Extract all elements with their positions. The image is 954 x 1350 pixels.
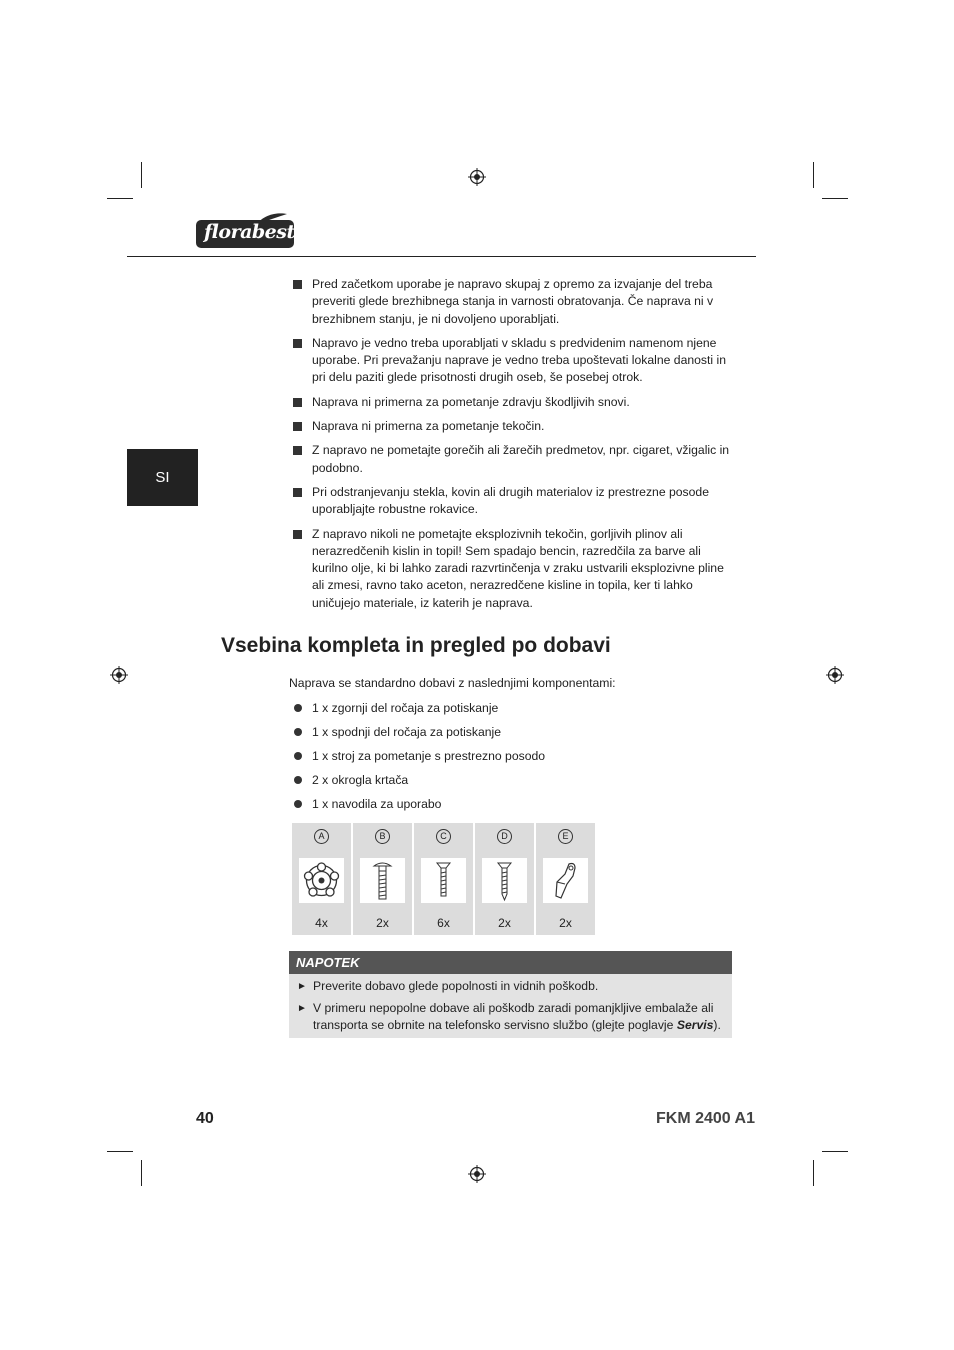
section-title: Vsebina kompleta in pregled po dobavi xyxy=(221,634,611,657)
list-item: Napravo je vedno treba uporabljati v skladu s predvidenim namenom njene uporabe. Pri prevažanju naprave je vedno treba upoštevati lokalne danosti in pri delu paziti glede prisotnosti drugih oseb, še posebej otrok. xyxy=(292,335,732,387)
arrow-bullet-icon: ► xyxy=(297,1002,307,1014)
part-letter: D xyxy=(497,829,512,844)
note-item: ► V primeru nepopolne dobave ali poškodb zaradi pomanjkljive embalaže ali transporta se obrnite na telefonsko servisno službo (glejte poglavje Servis). xyxy=(297,1000,721,1032)
screw-icon xyxy=(421,858,466,903)
safety-list xyxy=(292,276,732,619)
crop-mark xyxy=(107,1151,133,1152)
part-letter: E xyxy=(558,829,573,844)
note-box xyxy=(289,951,732,1038)
square-bullet-icon xyxy=(293,422,302,431)
crop-mark xyxy=(107,198,133,199)
bracket-icon xyxy=(543,858,588,903)
list-item: 1 x zgornji del ročaja za potiskanje xyxy=(292,700,545,724)
arrow-bullet-icon: ► xyxy=(297,981,307,992)
registration-mark-icon xyxy=(110,666,128,684)
crop-mark xyxy=(813,162,814,188)
wood-screw-icon xyxy=(482,858,527,903)
part-letter: B xyxy=(375,829,390,844)
list-item: Z napravo ne pometajte gorečih ali žarečih predmetov, npr. cigaret, vžigalic in podobno. xyxy=(292,442,732,477)
list-item: Pri odstranjevanju stekla, kovin ali drugih materialov iz prestrezne posode uporabljajte robustne rokavice. xyxy=(292,484,732,519)
registration-mark-icon xyxy=(468,1165,486,1183)
list-item: 2 x okrogla krtača xyxy=(292,772,545,796)
model-number: FKM 2400 A1 xyxy=(656,1110,755,1127)
parts-table xyxy=(290,823,597,935)
part-quantity: 2x xyxy=(536,911,595,935)
square-bullet-icon xyxy=(293,280,302,289)
registration-mark-icon xyxy=(468,168,486,186)
square-bullet-icon xyxy=(293,488,302,497)
square-bullet-icon xyxy=(293,446,302,455)
header-rule xyxy=(127,256,756,257)
round-bullet-icon xyxy=(294,776,302,784)
crop-mark xyxy=(813,1160,814,1186)
components-list xyxy=(292,700,545,820)
note-title: NAPOTEK xyxy=(289,951,732,974)
round-bullet-icon xyxy=(294,800,302,808)
part-letter: A xyxy=(314,829,329,844)
part-quantity: 4x xyxy=(292,911,351,935)
crop-mark xyxy=(822,1151,848,1152)
square-bullet-icon xyxy=(293,398,302,407)
list-item: 1 x stroj za pometanje s prestrezno posodo xyxy=(292,748,545,772)
registration-mark-icon xyxy=(826,666,844,684)
crop-mark xyxy=(141,162,142,188)
square-bullet-icon xyxy=(293,339,302,348)
round-bullet-icon xyxy=(294,752,302,760)
part-quantity: 2x xyxy=(475,911,534,935)
language-tab: SI xyxy=(127,449,198,506)
round-bullet-icon xyxy=(294,728,302,736)
knob-icon xyxy=(299,858,344,903)
list-item: Z napravo nikoli ne pometajte eksplozivnih tekočin, gorljivih plinov ali nerazredčenih kislin in topil! Sem spadajo bencin, razredčila za barve ali kurilno olje, ki bi lahko zaradi razvrtinčenja v zraku ustvarili eksplozivne pline ali zmesi, ravno tako aceton, nerazredčene kisline in topila, ker ti lahko uničujejo materiale, iz katerih je naprava. xyxy=(292,526,732,612)
list-item: Pred začetkom uporabe je napravo skupaj z opremo za izvajanje del treba preveriti glede brezhibnega stanja in varnosti obratovanja. Če naprava ni v brezhibnem stanju, je ni dovoljeno uporabljati. xyxy=(292,276,732,328)
note-item: ► Preverite dobavo glede popolnosti in vidnih poškodb. xyxy=(289,978,732,996)
list-item: Naprava ni primerna za pometanje zdravju škodljivih snovi. xyxy=(292,394,732,411)
list-item: 1 x navodila za uporabo xyxy=(292,796,545,820)
intro-text: Naprava se standardno dobavi z naslednjimi komponentami: xyxy=(289,676,616,690)
logo-text: florabest xyxy=(204,221,295,243)
part-letter: C xyxy=(436,829,451,844)
square-bullet-icon xyxy=(293,530,302,539)
brand-logo xyxy=(196,212,296,248)
carriage-bolt-icon xyxy=(360,858,405,903)
crop-mark xyxy=(822,198,848,199)
part-quantity: 6x xyxy=(414,911,473,935)
crop-mark xyxy=(141,1160,142,1186)
list-item: 1 x spodnji del ročaja za potiskanje xyxy=(292,724,545,748)
page-number: 40 xyxy=(196,1110,214,1127)
part-quantity: 2x xyxy=(353,911,412,935)
list-item: Naprava ni primerna za pometanje tekočin. xyxy=(292,418,732,435)
round-bullet-icon xyxy=(294,704,302,712)
